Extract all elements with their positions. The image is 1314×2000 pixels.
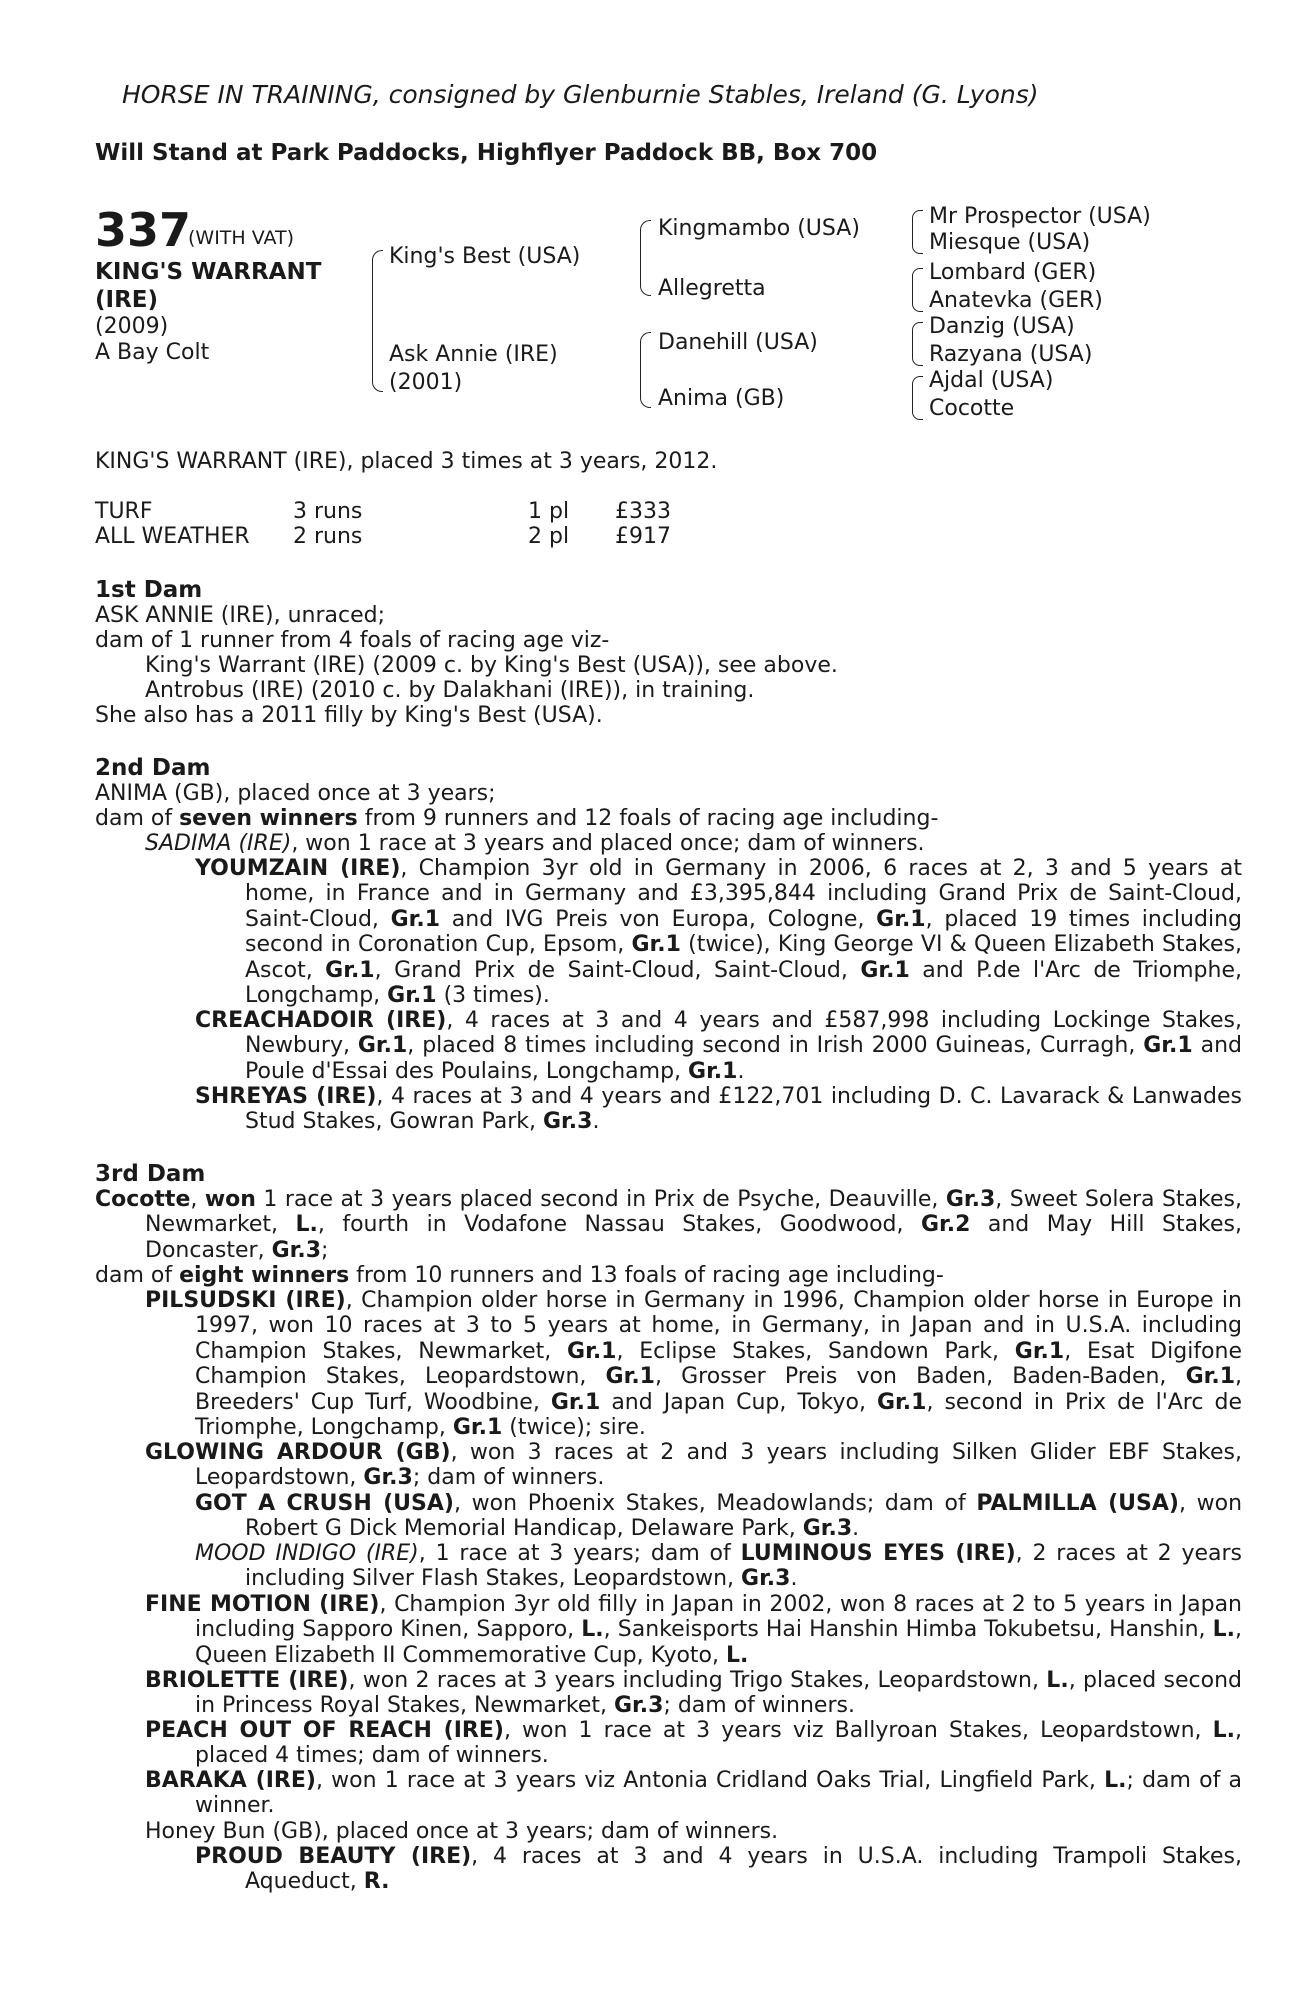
record-earnings: £333 <box>615 499 671 524</box>
youmzain-entry: YOUMZAIN (IRE), Champion 3yr old in Germany in 2006, 6 races at 2, 3 and 5 years at home, in France and in Germany and £3,395,844 including Grand Prix de Saint-Cloud, Saint-Cloud, Gr.1 and IVG Preis von Europa, Cologne, Gr.1, placed 19 times including second in Coronation Cup, Epsom, Gr.1 (twice), King George VI & Queen Elizabeth Stakes, Ascot, Gr.1, Grand Prix de Saint-Cloud, Saint-Cloud, Gr.1 and P.de l'Arc de Triomphe, Longchamp, Gr.1 (3 times). <box>195 856 1242 1009</box>
record-surface: ALL WEATHER <box>95 524 250 549</box>
peach-out-of-reach-entry: PEACH OUT OF REACH (IRE), won 1 race at 3 years viz Ballyroan Stakes, Leopardstown, L., placed 4 times; dam of winners. <box>145 1718 1242 1769</box>
briolette-entry: BRIOLETTE (IRE), won 2 races at 3 years including Trigo Stakes, Leopardstown, L., placed second in Princess Royal Stakes, Newmarket, Gr.3; dam of winners. <box>145 1668 1242 1719</box>
pedigree-dam-year: (2001) <box>389 370 463 395</box>
honey-bun-entry: Honey Bun (GB), placed once at 3 years; dam of winners. <box>145 1819 779 1844</box>
foaling-year: (2009) <box>95 314 169 339</box>
pedigree-gen3-4: Anatevka (GER) <box>929 288 1103 313</box>
pedigree-gen3-6: Razyana (USA) <box>929 342 1093 367</box>
pedigree-sire: King's Best (USA) <box>389 244 581 269</box>
record-placed: 2 pl <box>528 524 570 549</box>
third-dam-heading: 3rd Dam <box>95 1161 206 1187</box>
second-dam-produce: dam of seven winners from 9 runners and 12 foals of racing age including- <box>95 806 939 831</box>
produce-item: Antrobus (IRE) (2010 c. by Dalakhani (IRE)), in training. <box>145 678 755 703</box>
third-dam-produce: dam of eight winners from 10 runners and 13 foals of racing age including- <box>95 1263 944 1288</box>
horse-description: A Bay Colt <box>95 340 210 365</box>
proud-beauty-entry: PROUD BEAUTY (IRE), 4 races at 3 and 4 years in U.S.A. including Trampoli Stakes, Aqueduct, R. <box>195 1844 1242 1895</box>
record-earnings: £917 <box>615 524 671 549</box>
record-surface: TURF <box>95 499 153 524</box>
sadima-entry: SADIMA (IRE), won 1 race at 3 years and placed once; dam of winners. <box>145 831 925 856</box>
lot-number: 337 <box>95 203 192 257</box>
page-title: HORSE IN TRAINING, consigned by Glenburnie Stables, Ireland (G. Lyons) <box>122 80 1039 109</box>
horse-name-line2: (IRE) <box>95 287 159 313</box>
record-runs: 3 runs <box>293 499 363 524</box>
pedigree-gen3-1: Mr Prospector (USA) <box>929 204 1151 229</box>
stand-location: Will Stand at Park Paddocks, Highflyer Paddock BB, Box 700 <box>95 140 878 166</box>
pilsudski-entry: PILSUDSKI (IRE), Champion older horse in Germany in 1996, Champion older horse in Europe in 1997, won 10 races at 3 to 5 years at home, in Germany, in Japan and in U.S.A. including Champion Stakes, Newmarket, Gr.1, Eclipse Stakes, Sandown Park, Gr.1, Esat Digifone Champion Stakes, Leopardstown, Gr.1, Grosser Preis von Baden, Baden-Baden, Gr.1, Breeders' Cup Turf, Woodbine, Gr.1 and Japan Cup, Tokyo, Gr.1, second in Prix de l'Arc de Triomphe, Longchamp, Gr.1 (twice); sire. <box>145 1288 1242 1441</box>
sire-parents-bracket <box>640 220 651 296</box>
cocotte-entry: Cocotte, won 1 race at 3 years placed second in Prix de Psyche, Deauville, Gr.3, Sweet Solera Stakes, Newmarket, L., fourth in Vodafone Nassau Stakes, Goodwood, Gr.2 and May Hill Stakes, Doncaster, Gr.3; <box>95 1187 1243 1263</box>
pedigree-gen2-4: Anima (GB) <box>658 386 785 411</box>
dam-parents-bracket <box>640 332 651 408</box>
first-dam-intro: ASK ANNIE (IRE), unraced; <box>95 603 386 628</box>
pedigree-gen3-5: Danzig (USA) <box>929 314 1075 339</box>
gen3-bracket-2 <box>912 268 923 312</box>
baraka-entry: BARAKA (IRE), won 1 race at 3 years viz Antonia Cridland Oaks Trial, Lingfield Park, L.; dam of a winner. <box>145 1768 1242 1819</box>
gen3-bracket-1 <box>912 210 923 254</box>
gen3-bracket-4 <box>912 376 923 420</box>
pedigree-gen3-8: Cocotte <box>929 396 1015 421</box>
horse-name <box>95 258 321 314</box>
pedigree-gen2-3: Danehill (USA) <box>658 330 818 355</box>
produce-item: King's Warrant (IRE) (2009 c. by King's Best (USA)), see above. <box>145 653 838 678</box>
pedigree-gen3-3: Lombard (GER) <box>929 260 1097 285</box>
glowing-ardour-entry: GLOWING ARDOUR (GB), won 3 races at 2 and 3 years including Silken Glider EBF Stakes, Leopardstown, Gr.3; dam of winners. <box>145 1440 1242 1491</box>
pedigree-dam: Ask Annie (IRE) <box>389 342 558 367</box>
fine-motion-entry: FINE MOTION (IRE), Champion 3yr old filly in Japan in 2002, won 8 races at 2 to 5 years in Japan including Sapporo Kinen, Sapporo, L., Sankeisports Hai Hanshin Himba Tokubetsu, Hanshin, L., Queen Elizabeth II Commemorative Cup, Kyoto, L. <box>145 1592 1243 1668</box>
mood-indigo-entry: MOOD INDIGO (IRE), 1 race at 3 years; dam of LUMINOUS EYES (IRE), 2 races at 2 years including Silver Flash Stakes, Leopardstown, Gr.3. <box>195 1541 1242 1592</box>
pedigree-gen2-1: Kingmambo (USA) <box>658 216 860 241</box>
creachadoir-entry: CREACHADOIR (IRE), 4 races at 3 and 4 years and £587,998 including Lockinge Stakes, Newbury, Gr.1, placed 8 times including second in Irish 2000 Guineas, Curragh, Gr.1 and Poule d'Essai des Poulains, Longchamp, Gr.1. <box>195 1008 1242 1084</box>
record-placed: 1 pl <box>528 499 570 524</box>
first-dam-heading: 1st Dam <box>95 577 203 603</box>
horse-name-line1: KING'S WARRANT <box>95 259 322 285</box>
second-dam-intro: ANIMA (GB), placed once at 3 years; <box>95 781 496 806</box>
gen3-bracket-3 <box>912 322 923 366</box>
vat-note: (WITH VAT) <box>188 227 295 249</box>
got-a-crush-entry: GOT A CRUSH (USA), won Phoenix Stakes, Meadowlands; dam of PALMILLA (USA), won Robert G Dick Memorial Handicap, Delaware Park, Gr.3. <box>195 1491 1243 1542</box>
second-dam-heading: 2nd Dam <box>95 755 211 781</box>
record-runs: 2 runs <box>293 524 363 549</box>
first-dam-produce-intro: dam of 1 runner from 4 foals of racing age viz- <box>95 628 610 653</box>
sire-dam-bracket <box>372 250 383 392</box>
pedigree-gen3-7: Ajdal (USA) <box>929 368 1054 393</box>
shreyas-entry: SHREYAS (IRE), 4 races at 3 and 4 years and £122,701 including D. C. Lavarack & Lanwades Stud Stakes, Gowran Park, Gr.3. <box>195 1084 1242 1135</box>
first-dam-note: She also has a 2011 filly by King's Best (USA). <box>95 703 603 728</box>
pedigree-gen2-2: Allegretta <box>658 276 766 301</box>
pedigree-gen3-2: Miesque (USA) <box>929 230 1091 255</box>
race-summary: KING'S WARRANT (IRE), placed 3 times at 3 years, 2012. <box>95 449 718 474</box>
